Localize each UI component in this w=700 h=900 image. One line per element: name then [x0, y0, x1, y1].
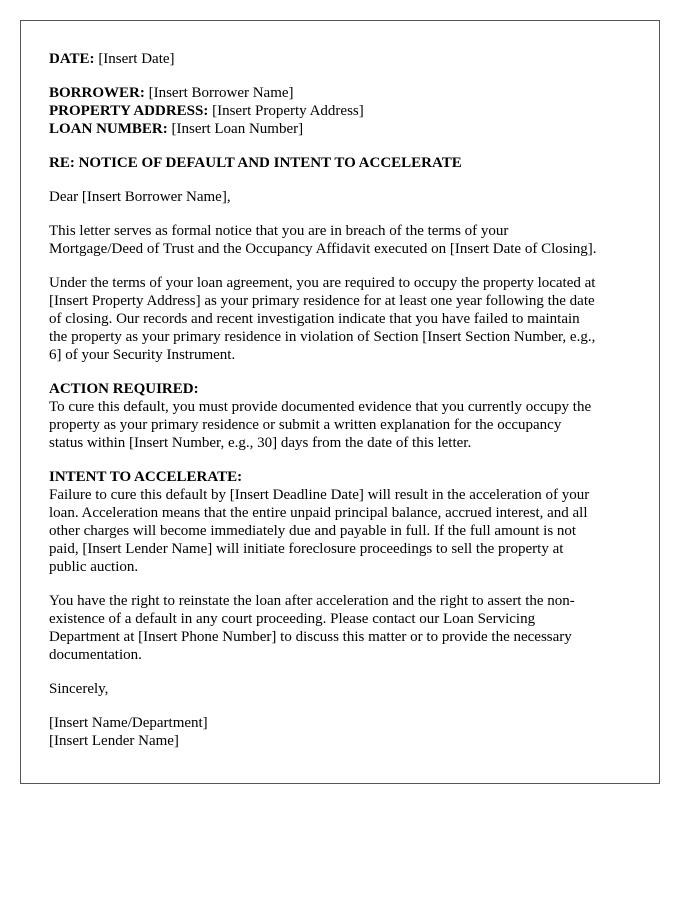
date-line	[49, 50, 631, 68]
intent-to-accelerate-line: paid, [Insert Lender Name] will initiate foreclosure proceedings to sell the property at	[49, 541, 564, 557]
terms-paragraph	[49, 274, 631, 364]
intent-to-accelerate-heading: INTENT TO ACCELERATE:	[49, 469, 243, 485]
closing-line: Sincerely,	[49, 681, 109, 697]
letter-document	[20, 20, 660, 784]
rights-line: documentation.	[49, 647, 142, 663]
terms-line: Under the terms of your loan agreement, you are required to occupy the property located at	[49, 275, 596, 291]
loan-number-line	[49, 120, 631, 138]
property-address-line	[49, 102, 631, 120]
intro-line: This letter serves as formal notice that you are in breach of the terms of your	[49, 223, 509, 239]
rights-line: Department at [Insert Phone Number] to discuss this matter or to provide the necessary	[49, 629, 572, 645]
borrower-value: [Insert Borrower Name]	[144, 85, 294, 101]
borrower-line	[49, 84, 631, 102]
intent-to-accelerate-line: public auction.	[49, 559, 139, 575]
intent-to-accelerate-line: other charges will become immediately due and payable in full. If the full amount is not	[49, 523, 577, 539]
terms-line: the property as your primary residence in violation of Section [Insert Section Number, e.g.,	[49, 329, 596, 345]
letter-reference-block	[49, 84, 631, 138]
intro-paragraph	[49, 222, 631, 258]
rights-paragraph	[49, 592, 631, 664]
signature-name: [Insert Name/Department]	[49, 715, 208, 731]
intent-to-accelerate-line: loan. Acceleration means that the entire unpaid principal balance, accrued interest, and all	[49, 505, 588, 521]
property-address-value: [Insert Property Address]	[208, 103, 364, 119]
borrower-label: BORROWER:	[49, 85, 145, 101]
property-address-label: PROPERTY ADDRESS:	[49, 103, 209, 119]
salutation-line: Dear [Insert Borrower Name],	[49, 189, 231, 205]
terms-line: 6] of your Security Instrument.	[49, 347, 236, 363]
signature-lender: [Insert Lender Name]	[49, 733, 179, 749]
letter-signature	[49, 714, 631, 750]
action-required-line: status within [Insert Number, e.g., 30] days from the date of this letter.	[49, 435, 472, 451]
date-value: [Insert Date]	[94, 51, 175, 67]
terms-line: of closing. Our records and recent investigation indicate that you have failed to maintain	[49, 311, 580, 327]
letter-date	[49, 50, 631, 68]
intro-line: Mortgage/Deed of Trust and the Occupancy Affidavit executed on [Insert Date of Closing].	[49, 241, 597, 257]
letter-subject	[49, 154, 631, 172]
action-required-line: To cure this default, you must provide documented evidence that you currently occupy the	[49, 399, 592, 415]
letter-salutation	[49, 188, 631, 206]
intent-to-accelerate-line: Failure to cure this default by [Insert Deadline Date] will result in the acceleration of your	[49, 487, 590, 503]
rights-line: You have the right to reinstate the loan after acceleration and the right to assert the non-	[49, 593, 575, 609]
subject-line: RE: NOTICE OF DEFAULT AND INTENT TO ACCELERATE	[49, 155, 462, 171]
letter-closing	[49, 680, 631, 698]
intent-to-accelerate-section	[49, 468, 631, 576]
loan-number-value: [Insert Loan Number]	[167, 121, 304, 137]
loan-number-label: LOAN NUMBER:	[49, 121, 168, 137]
rights-line: existence of a default in any court proceeding. Please contact our Loan Servicing	[49, 611, 536, 627]
date-label: DATE:	[49, 51, 95, 67]
terms-line: [Insert Property Address] as your primary residence for at least one year following the date	[49, 293, 595, 309]
action-required-heading: ACTION REQUIRED:	[49, 381, 199, 397]
action-required-section	[49, 380, 631, 452]
action-required-line: property as your primary residence or submit a written explanation for the occupancy	[49, 417, 562, 433]
